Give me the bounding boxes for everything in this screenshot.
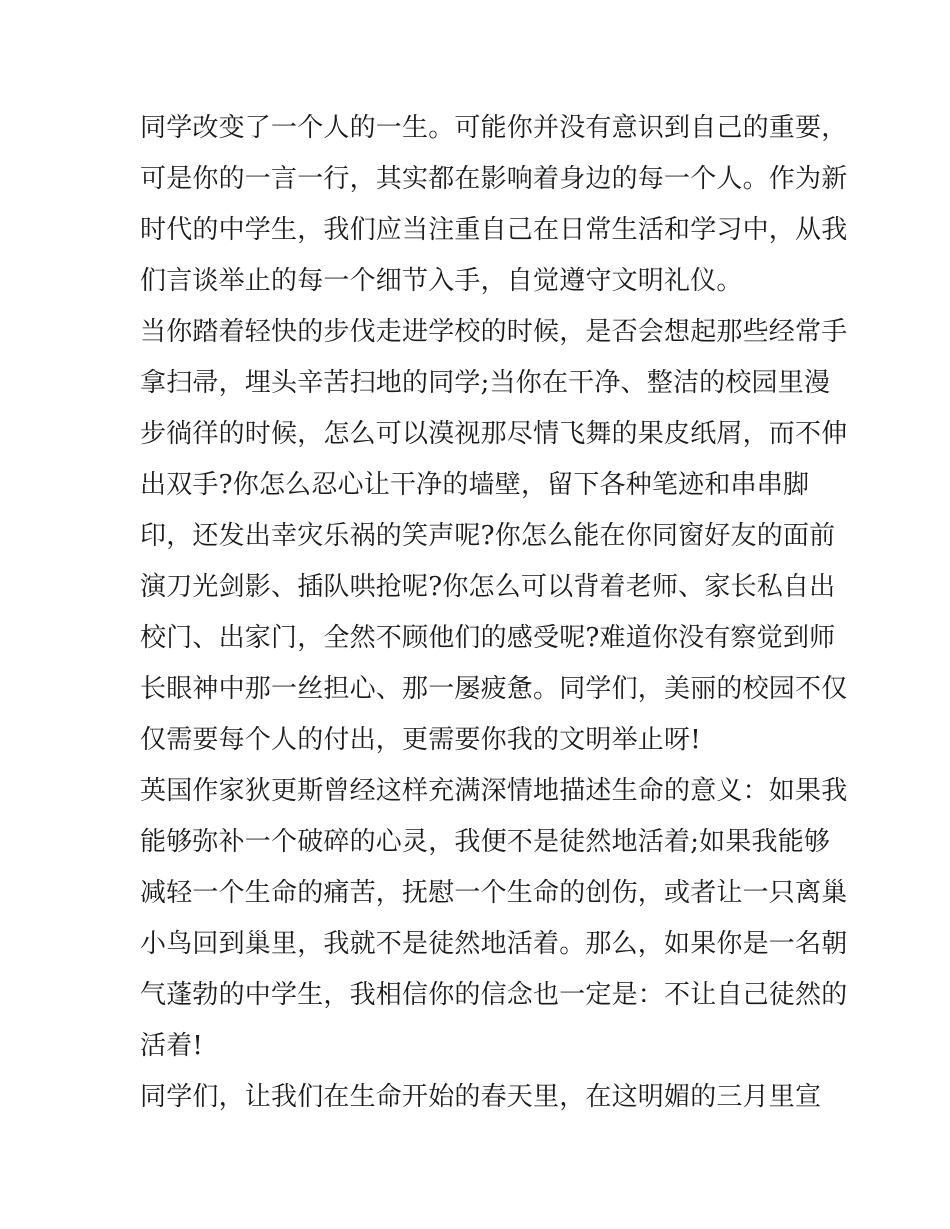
text-line: 们言谈举止的每一个细节入手，自觉遵守文明礼仪。 bbox=[140, 266, 743, 296]
text-line: 长眼神中那一丝担心、那一屡疲惫。同学们，美丽的校园不仅 bbox=[140, 674, 848, 704]
text-line: 仅需要每个人的付出，更需要你我的文明举止呀! bbox=[140, 725, 701, 755]
text-line: 同学们，让我们在生命开始的春天里，在这明媚的三月里宣 bbox=[140, 1082, 822, 1112]
text-line: 活着! bbox=[140, 1031, 204, 1061]
text-line: 步徜徉的时候，怎么可以漠视那尽情飞舞的果皮纸屑，而不伸 bbox=[140, 419, 848, 449]
text-line: 时代的中学生，我们应当注重自己在日常生活和学习中，从我 bbox=[140, 215, 848, 245]
text-line: 可是你的一言一行，其实都在影响着身边的每一个人。作为新 bbox=[140, 164, 848, 194]
text-line: 小鸟回到巢里，我就不是徒然地活着。那么，如果你是一名朝 bbox=[140, 929, 848, 959]
text-line: 校门、出家门，全然不顾他们的感受呢?难道你没有察觉到师 bbox=[140, 623, 836, 653]
text-line: 印，还发出幸灾乐祸的笑声呢?你怎么能在你同窗好友的面前 bbox=[140, 521, 836, 551]
text-line: 同学改变了一个人的一生。可能你并没有意识到自己的重要， bbox=[140, 113, 848, 143]
text-line: 拿扫帚，埋头辛苦扫地的同学;当你在干净、整洁的校园里漫 bbox=[140, 368, 831, 398]
text-line: 能够弥补一个破碎的心灵，我便不是徒然地活着;如果我能够 bbox=[140, 827, 831, 857]
text-line: 减轻一个生命的痛苦，抚慰一个生命的创伤，或者让一只离巢 bbox=[140, 878, 848, 908]
text-line: 演刀光剑影、插队哄抢呢?你怎么可以背着老师、家长私自出 bbox=[140, 572, 836, 602]
text-line: 英国作家狄更斯曾经这样充满深情地描述生命的意义：如果我 bbox=[140, 776, 848, 806]
text-line: 出双手?你怎么忍心让干净的墙壁，留下各种笔迹和串串脚 bbox=[140, 470, 810, 500]
text-line: 当你踏着轻快的步伐走进学校的时候，是否会想起那些经常手 bbox=[140, 317, 848, 347]
body-text bbox=[140, 103, 848, 1123]
text-line: 气蓬勃的中学生，我相信你的信念也一定是：不让自己徒然的 bbox=[140, 980, 848, 1010]
